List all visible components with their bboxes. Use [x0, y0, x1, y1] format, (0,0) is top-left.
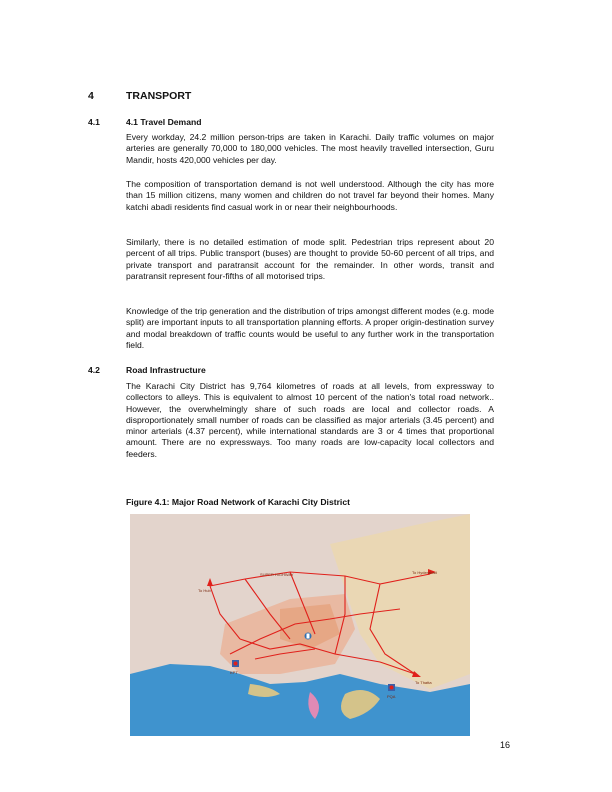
label-to-hyderabad: To Hyderabad	[412, 570, 437, 575]
subsection-heading-road-infrastructure	[88, 365, 206, 375]
subsection-number: 4.1	[88, 117, 100, 127]
label-to-hub: To Hub	[198, 588, 211, 593]
paragraph: The composition of transportation demand is not well understood. Although the city has more than 15 million citizens, many women and children do not travel far beyond their homes. Many katchi abadi residents find casual work in or near their neighbourhoods.	[126, 179, 494, 212]
figure-caption: Figure 4.1: Major Road Network of Karachi City District	[126, 497, 350, 507]
paragraph: Knowledge of the trip generation and the distribution of trips amongst different modes (e.g. mode split) are important inputs to all transportation planning efforts. A proper origin-destination survey and modal breakdown of traffic counts would be useful to any further work in the transportation field.	[126, 306, 494, 350]
paragraph: Every workday, 24.2 million person-trips are taken in Karachi. Daily traffic volumes on major arteries are generally 70,000 to 180,000 vehicles. The most heavily travelled intersection, Guru Mandir, hosts 420,000 vehicles per day.	[126, 132, 494, 165]
port-icon-pqa	[388, 684, 395, 691]
section-heading	[88, 90, 191, 102]
section-title: TRANSPORT	[126, 90, 192, 102]
page-number: 16	[499, 740, 510, 750]
paragraph: The Karachi City District has 9,764 kilometres of roads at all levels, from expressway to collectors to alleys. This is equivalent to almost 10 percent of the nation's total road network.. However, the overwhelmingly share of such roads are local and collector roads. A disproportionately small number of roads can be classified as major arterials (3.45 percent) and minor arterials (4.37 percent), while international standards are 3 or 4 times that proportional amount. There are no expressways. Too many roads are low-capacity local collectors and feeders.	[126, 381, 494, 459]
subsection-title: Road Infrastructure	[126, 365, 206, 375]
label-super-highway: SUPER HIGHWAY	[260, 572, 294, 577]
airport-icon	[305, 633, 312, 640]
road-network-map	[130, 514, 470, 736]
section-number: 4	[88, 90, 94, 102]
subsection-number: 4.2	[88, 365, 100, 375]
label-kpt: KPT	[230, 670, 238, 675]
label-pqa: PQA	[387, 694, 396, 699]
label-to-thatta: To Thatta	[415, 680, 432, 685]
subsection-title: 4.1 Travel Demand	[126, 117, 202, 127]
paragraph: Similarly, there is no detailed estimation of mode split. Pedestrian trips represent about 20 percent of all trips. Public transport (buses) are thought to provide 50-60 percent of all trips, and private transport and paratransit account for the remainder. In other words, transit and paratransit represent four-fifths of all motorised trips.	[126, 237, 494, 281]
port-icon-kpt	[232, 660, 239, 667]
subsection-heading-travel-demand	[88, 117, 201, 127]
